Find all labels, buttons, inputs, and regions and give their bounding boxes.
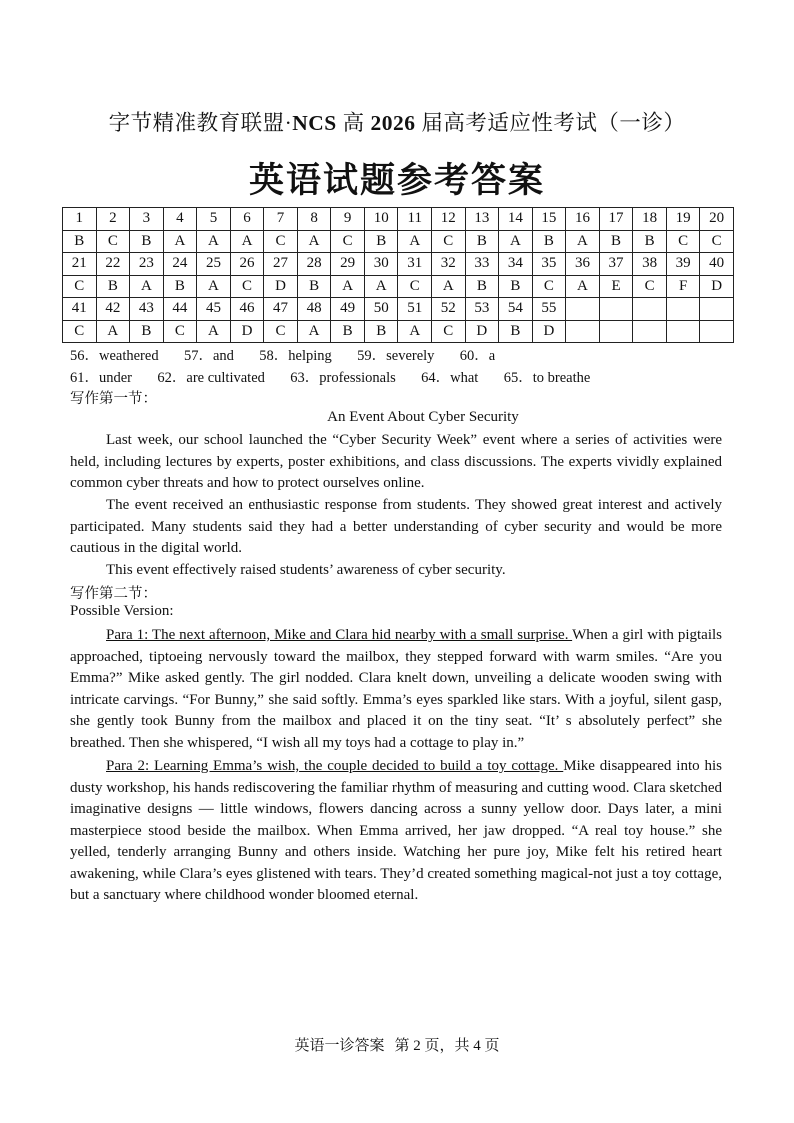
question-number-cell: 22 — [96, 253, 130, 276]
question-number-cell: 48 — [297, 298, 331, 321]
para2-body: Mike disappeared into his dusty workshop, his hands rediscovering the familiar rhythm of measuring and cutting wood. Clara sketched imaginative designs — little windows, flowers dancing across a sunny yellow door. Days later, a mini masterpiece stood beside the mailbox. When Emma arrived, her jaw dropped. “A real toy house.” she yelled, tenderly arranging Bunny and others inside. Watching her pure joy, Mike felt his retired heart awakening, while Clara’s eyes glistened with tears. They’d created something magical-not just a toy cottage, but a sanctuary where childhood wonder bloomed eternal. — [70, 758, 722, 903]
question-number-cell: 44 — [163, 298, 197, 321]
question-number-cell: 26 — [230, 253, 264, 276]
answer-cell: C — [264, 320, 298, 343]
answer-cell: C — [63, 320, 97, 343]
exam-header: 字节精准教育联盟·NCS 高 2026 届高考适应性考试（一诊） — [108, 111, 686, 135]
answer-table — [62, 207, 734, 343]
question-number-cell: 45 — [197, 298, 231, 321]
question-number-cell: 23 — [130, 253, 164, 276]
question-number-row — [63, 208, 734, 231]
essay-title: An Event About Cyber Security — [327, 409, 519, 425]
page-footer: 英语一诊答案 第 2 页，共 4 页 — [294, 1038, 500, 1054]
answer-cell: B — [532, 230, 566, 253]
answer-cell: C — [63, 275, 97, 298]
fill-in-answers-line-2: 61．under 62．are cultivated 63．professionals 64．what 65．to breathe — [70, 370, 591, 386]
question-number-cell: 38 — [633, 253, 667, 276]
answer-cell — [633, 320, 667, 343]
question-number-cell: 33 — [465, 253, 499, 276]
answer-cell: B — [599, 230, 633, 253]
answer-cell: D — [700, 275, 734, 298]
answer-cell: A — [499, 230, 533, 253]
question-number-cell: 54 — [499, 298, 533, 321]
para1-body: When a girl with pigtails approached, tiptoeing nervously toward the mailbox, they stepped forward with warm smiles. “Are you Emma?” Mike asked gently. The girl nodded. Clara knelt down, unveiling a delicate wooden swing with intricate carvings. “For Bunny,” she said softly. Emma’s eyes sparkled like stars. With a joyful, silent gasp, she gently took Bunny from the mailbox and placed it on the tiny seat. “It’ s absolutely perfect” she breathed. Then she whispered, “I wish all my toys had a cottage to play in.” — [70, 627, 722, 751]
question-number-cell: 8 — [297, 208, 331, 231]
question-number-cell: 9 — [331, 208, 365, 231]
answer-row — [63, 275, 734, 298]
answer-cell: C — [432, 320, 466, 343]
answer-cell — [566, 320, 600, 343]
question-number-cell: 29 — [331, 253, 365, 276]
question-number-cell — [700, 298, 734, 321]
question-number-cell: 37 — [599, 253, 633, 276]
answer-cell — [599, 320, 633, 343]
question-number-cell: 32 — [432, 253, 466, 276]
answer-row — [63, 230, 734, 253]
answer-cell: B — [499, 320, 533, 343]
answer-cell: B — [364, 230, 398, 253]
answer-cell: C — [163, 320, 197, 343]
answer-cell: C — [331, 230, 365, 253]
question-number-cell: 42 — [96, 298, 130, 321]
question-number-cell: 2 — [96, 208, 130, 231]
answer-cell: A — [432, 275, 466, 298]
answer-cell: C — [633, 275, 667, 298]
question-number-cell: 53 — [465, 298, 499, 321]
answer-cell: C — [264, 230, 298, 253]
answer-cell: B — [130, 230, 164, 253]
possible-version-label: Possible Version: — [70, 603, 174, 619]
writing-part2-label: 写作第二节： — [70, 586, 157, 602]
answer-cell: E — [599, 275, 633, 298]
question-number-cell: 28 — [297, 253, 331, 276]
question-number-cell: 36 — [566, 253, 600, 276]
answer-cell: B — [465, 275, 499, 298]
question-number-cell — [633, 298, 667, 321]
question-number-cell: 51 — [398, 298, 432, 321]
question-number-cell: 43 — [130, 298, 164, 321]
question-number-cell: 39 — [666, 253, 700, 276]
question-number-cell: 7 — [264, 208, 298, 231]
question-number-cell — [599, 298, 633, 321]
answer-cell: B — [163, 275, 197, 298]
answer-cell: B — [96, 275, 130, 298]
question-number-cell: 25 — [197, 253, 231, 276]
question-number-row — [63, 253, 734, 276]
answer-cell: A — [398, 320, 432, 343]
answer-cell: B — [499, 275, 533, 298]
answer-cell: A — [364, 275, 398, 298]
answer-cell: B — [364, 320, 398, 343]
question-number-cell: 3 — [130, 208, 164, 231]
answer-cell: A — [297, 230, 331, 253]
answer-cell: D — [230, 320, 264, 343]
question-number-cell: 49 — [331, 298, 365, 321]
answer-cell: C — [432, 230, 466, 253]
question-number-cell: 1 — [63, 208, 97, 231]
answer-cell: A — [197, 275, 231, 298]
answer-cell: B — [63, 230, 97, 253]
answer-cell: C — [230, 275, 264, 298]
question-number-cell: 20 — [700, 208, 734, 231]
essay-paragraph-1: Last week, our school launched the “Cyber Security Week” event where a series of activities were held, including lectures by experts, poster exhibitions, and class discussions. The experts vividly explained common cyber threats and how to protect ourselves online. — [70, 432, 722, 491]
answer-row — [63, 320, 734, 343]
story-paragraph-2 — [70, 756, 722, 907]
question-number-cell: 40 — [700, 253, 734, 276]
answer-cell: B — [331, 320, 365, 343]
answer-cell: A — [197, 230, 231, 253]
answer-cell: C — [398, 275, 432, 298]
question-number-cell: 15 — [532, 208, 566, 231]
question-number-cell: 18 — [633, 208, 667, 231]
answer-cell: F — [666, 275, 700, 298]
answer-cell: B — [130, 320, 164, 343]
answer-cell: A — [130, 275, 164, 298]
answer-cell: A — [197, 320, 231, 343]
answer-cell: B — [465, 230, 499, 253]
answer-cell: A — [566, 275, 600, 298]
answer-cell: C — [666, 230, 700, 253]
question-number-cell: 46 — [230, 298, 264, 321]
question-number-cell: 10 — [364, 208, 398, 231]
question-number-cell: 55 — [532, 298, 566, 321]
question-number-cell: 14 — [499, 208, 533, 231]
answer-cell: D — [532, 320, 566, 343]
answer-cell: A — [297, 320, 331, 343]
answer-cell: A — [398, 230, 432, 253]
question-number-cell: 31 — [398, 253, 432, 276]
question-number-cell: 5 — [197, 208, 231, 231]
question-number-cell: 17 — [599, 208, 633, 231]
answer-cell: A — [230, 230, 264, 253]
answer-cell: A — [331, 275, 365, 298]
question-number-cell: 34 — [499, 253, 533, 276]
question-number-cell: 12 — [432, 208, 466, 231]
page-title: 英语试题参考答案 — [248, 161, 545, 201]
fill-in-answers-line-1: 56．weathered 57．and 58．helping 59．severely 60．a — [70, 348, 496, 364]
question-number-cell: 19 — [666, 208, 700, 231]
writing-part1-label: 写作第一节： — [70, 391, 157, 407]
question-number-cell: 30 — [364, 253, 398, 276]
question-number-cell: 21 — [63, 253, 97, 276]
answer-cell: D — [465, 320, 499, 343]
question-number-cell: 27 — [264, 253, 298, 276]
essay-paragraph-3: This event effectively raised students’ awareness of cyber security. — [106, 562, 506, 578]
question-number-cell: 50 — [364, 298, 398, 321]
para2-topic-sentence: Para 2: Learning Emma’s wish, the couple decided to build a toy cottage. — [106, 758, 564, 774]
answer-cell: A — [163, 230, 197, 253]
story-paragraph-1 — [70, 625, 722, 754]
answer-cell: C — [96, 230, 130, 253]
question-number-cell: 16 — [566, 208, 600, 231]
question-number-cell: 24 — [163, 253, 197, 276]
question-number-cell: 6 — [230, 208, 264, 231]
question-number-cell: 35 — [532, 253, 566, 276]
answer-cell — [666, 320, 700, 343]
answer-cell: A — [566, 230, 600, 253]
answer-cell: B — [633, 230, 667, 253]
answer-cell: C — [532, 275, 566, 298]
question-number-cell — [566, 298, 600, 321]
question-number-cell: 52 — [432, 298, 466, 321]
question-number-cell: 41 — [63, 298, 97, 321]
answer-cell — [700, 320, 734, 343]
answer-cell: D — [264, 275, 298, 298]
question-number-cell — [666, 298, 700, 321]
question-number-cell: 47 — [264, 298, 298, 321]
question-number-cell: 11 — [398, 208, 432, 231]
answer-cell: C — [700, 230, 734, 253]
question-number-cell: 13 — [465, 208, 499, 231]
essay-paragraph-2: The event received an enthusiastic response from students. They showed great interest and actively participated. Many students said they had a better understanding of cyber security and would be more cautious in the digital world. — [70, 497, 722, 556]
question-number-cell: 4 — [163, 208, 197, 231]
answer-cell: A — [96, 320, 130, 343]
answer-cell: B — [297, 275, 331, 298]
question-number-row — [63, 298, 734, 321]
para1-topic-sentence: Para 1: The next afternoon, Mike and Clara hid nearby with a small surprise. — [106, 627, 573, 643]
